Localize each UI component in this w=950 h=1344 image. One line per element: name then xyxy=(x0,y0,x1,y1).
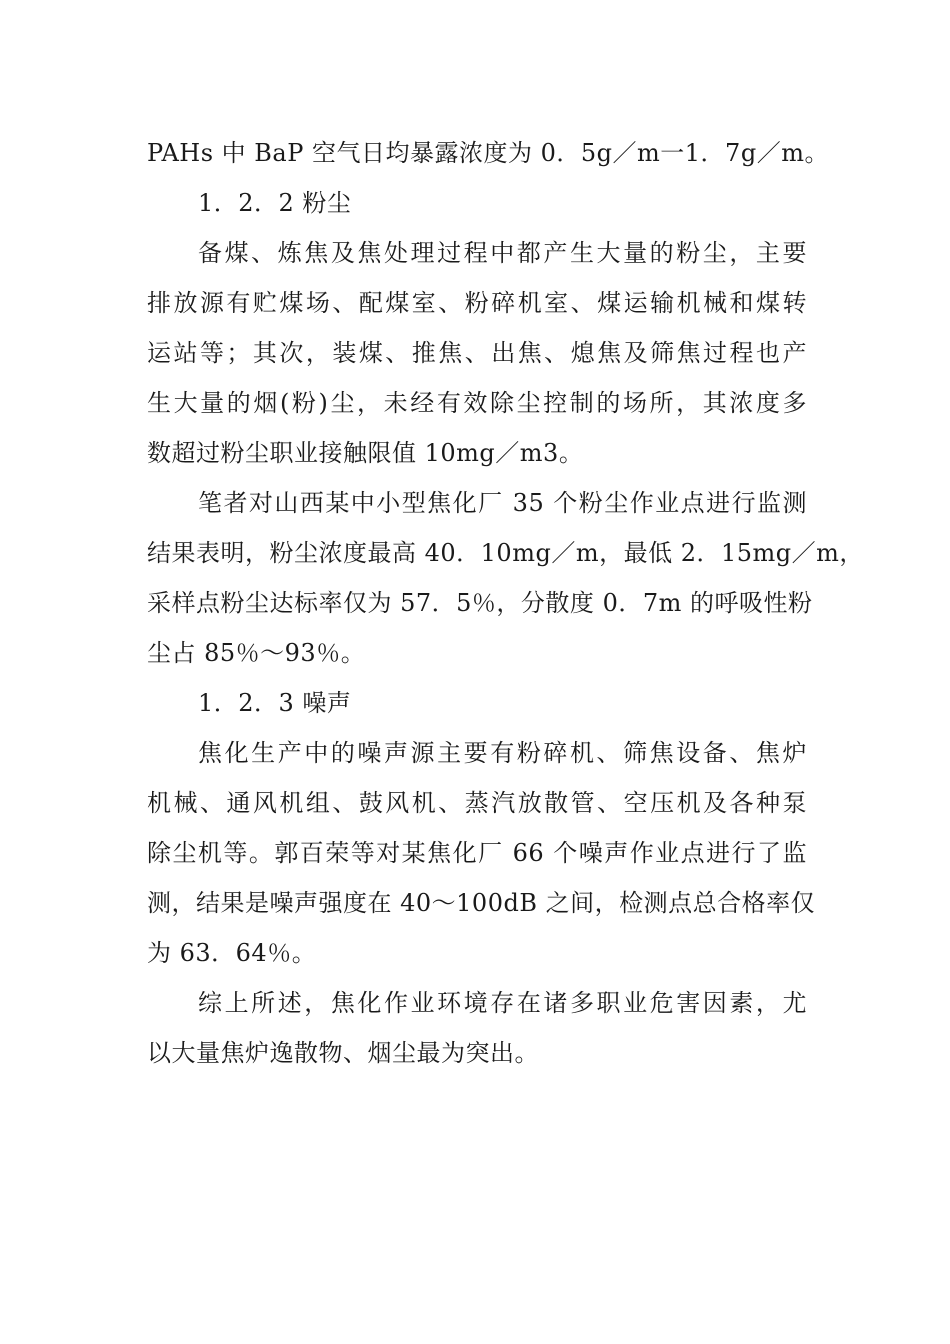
section-heading-dust: 1．2．2 粉尘 xyxy=(198,189,352,217)
paragraph-line: 测，结果是噪声强度在 40～100dB 之间，检测点总合格率仅 xyxy=(147,889,816,917)
paragraph-line: 数超过粉尘职业接触限值 10mg／m3。 xyxy=(147,439,584,467)
paragraph-line: 采样点粉尘达标率仅为 57．5％，分散度 0．7m 的呼吸性粉 xyxy=(147,589,813,617)
paragraph-line: 运站等；其次，装煤、推焦、出焦、熄焦及筛焦过程也产 xyxy=(147,339,807,367)
section-heading-noise: 1．2．3 噪声 xyxy=(198,689,352,717)
paragraph-line: 综上所述，焦化作业环境存在诸多职业危害因素，尤 xyxy=(198,989,807,1017)
paragraph-line: PAHs 中 BaP 空气日均暴露浓度为 0．5g／m一1．7g／m。 xyxy=(147,139,829,167)
paragraph-line: 备煤、炼焦及焦处理过程中都产生大量的粉尘，主要 xyxy=(198,239,807,267)
paragraph-line: 以大量焦炉逸散物、烟尘最为突出。 xyxy=(147,1039,539,1067)
paragraph-line: 生大量的烟(粉)尘，未经有效除尘控制的场所，其浓度多 xyxy=(147,389,807,417)
paragraph-line: 尘占 85％～93％。 xyxy=(147,639,366,667)
paragraph-line: 除尘机等。郭百荣等对某焦化厂 66 个噪声作业点进行了监 xyxy=(147,839,807,867)
paragraph-line: 排放源有贮煤场、配煤室、粉碎机室、煤运输机械和煤转 xyxy=(147,289,807,317)
paragraph-line: 焦化生产中的噪声源主要有粉碎机、筛焦设备、焦炉 xyxy=(198,739,807,767)
paragraph-line: 笔者对山西某中小型焦化厂 35 个粉尘作业点进行监测 xyxy=(198,489,807,517)
paragraph-line: 结果表明，粉尘浓度最高 40．10mg／m，最低 2．15mg／m， xyxy=(147,539,864,567)
paragraph-line: 机械、通风机组、鼓风机、蒸汽放散管、空压机及各种泵 xyxy=(147,789,807,817)
paragraph-line: 为 63．64％。 xyxy=(147,939,317,967)
